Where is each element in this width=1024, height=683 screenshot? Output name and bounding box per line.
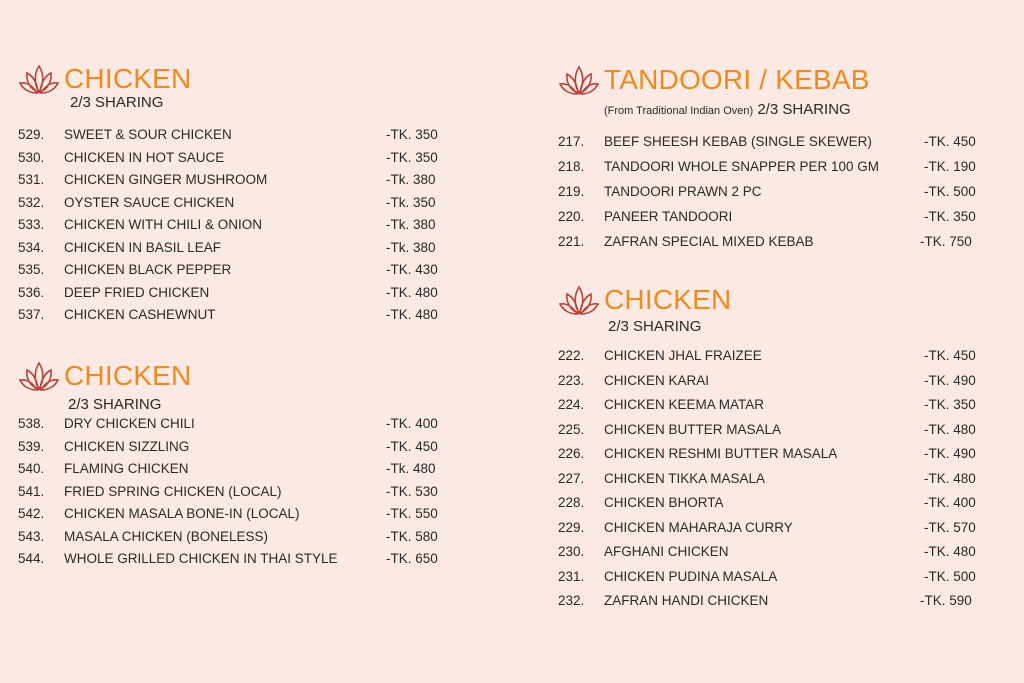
item-price: -Tk. 350 [386,194,436,210]
item-name: CHICKEN IN BASIL LEAF [64,239,222,255]
lotus-icon [18,359,60,393]
item-number: 540. [18,461,45,476]
item-number: 542. [18,506,45,521]
item-price: -TK. 350 [924,397,976,412]
lotus-icon [558,63,600,97]
item-name: MASALA CHICKEN (BONELESS) [64,528,269,544]
item-name: DRY CHICKEN CHILI [64,416,195,431]
item-name: TANDOORI PRAWN 2 PC [604,184,762,199]
item-price: -TK. 750 [920,234,972,249]
section-tandoori-kebab [558,63,998,249]
item-name: CHICKEN BLACK PEPPER [64,262,232,277]
item-number: 220. [558,209,585,224]
item-number: 228. [558,495,585,510]
item-price: -TK. 480 [386,284,438,300]
section-subtitle: 2/3 SHARING [608,318,702,335]
item-number: 538. [18,416,45,431]
item-number: 541. [18,483,45,499]
item-price: -TK. 570 [924,519,976,535]
item-name: PANEER TANDOORI [604,209,733,224]
item-name: ZAFRAN HANDI CHICKEN [604,593,769,608]
item-price: -TK. 350 [386,127,438,142]
item-number: 221. [558,234,585,249]
item-number: 229. [558,519,585,535]
item-name: CHICKEN KEEMA MATAR [604,397,765,412]
item-name: WHOLE GRILLED CHICKEN IN THAI STYLE [64,551,338,566]
item-name: CHICKEN RESHMI BUTTER MASALA [604,446,838,461]
item-price: -TK. 590 [920,593,972,608]
item-number: 535. [18,262,45,277]
item-number: 543. [18,528,45,544]
section-subtitle-note: (From Traditional Indian Oven) [604,105,754,117]
section-chicken-2 [18,359,458,566]
item-price: -TK. 480 [924,470,976,486]
section-header [558,283,998,319]
item-price: -TK. 490 [924,372,976,388]
section-chicken-1 [18,62,458,322]
item-price: -TK. 480 [924,544,976,559]
section-header [18,359,458,395]
item-name: CHICKEN PUDINA MASALA [604,568,778,584]
item-name: CHICKEN MASALA BONE-IN (LOCAL) [64,506,300,521]
item-number: 225. [558,421,585,437]
item-number: 222. [558,348,585,363]
section-title: CHICKEN [64,360,192,391]
item-price: -Tk. 380 [386,172,436,187]
item-number: 226. [558,446,585,461]
item-name: CHICKEN BUTTER MASALA [604,421,782,437]
item-price: -TK. 350 [924,209,976,224]
item-price: -TK. 500 [924,568,976,584]
item-price: -TK. 550 [386,506,438,521]
item-name: CHICKEN SIZZLING [64,438,190,454]
lotus-icon [558,283,600,317]
item-price: -TK. 400 [386,416,438,431]
item-price: -TK. 480 [924,421,976,437]
item-number: 227. [558,470,585,486]
section-header [558,63,998,99]
item-name: CHICKEN GINGER MUSHROOM [64,172,268,187]
item-name: OYSTER SAUCE CHICKEN [64,194,235,210]
item-price: -TK. 400 [924,495,976,510]
item-price: -Tk. 480 [386,461,436,476]
section-chicken-3 [558,283,998,608]
item-name: BEEF SHEESH KEBAB (SINGLE SKEWER) [604,134,872,149]
section-title: TANDOORI / KEBAB [604,64,870,95]
item-name: SWEET & SOUR CHICKEN [64,127,232,142]
item-price: -Tk. 380 [386,217,436,232]
item-price: -TK. 580 [386,528,438,544]
item-name: ZAFRAN SPECIAL MIXED KEBAB [604,234,814,249]
item-number: 539. [18,438,45,454]
item-number: 531. [18,172,45,187]
item-name: AFGHANI CHICKEN [604,544,729,559]
item-name: CHICKEN MAHARAJA CURRY [604,519,793,535]
item-number: 534. [18,239,45,255]
item-price: -TK. 450 [924,348,976,363]
section-subtitle-sharing: 2/3 SHARING [757,101,851,118]
section-header [18,62,458,98]
item-name: FLAMING CHICKEN [64,461,189,476]
item-number: 218. [558,159,585,174]
item-name: DEEP FRIED CHICKEN [64,284,210,300]
item-number: 533. [18,217,45,232]
section-title: CHICKEN [64,63,192,94]
section-title: CHICKEN [604,284,732,315]
item-price: -TK. 530 [386,483,438,499]
section-subtitle [604,101,1024,120]
item-name: CHICKEN JHAL FRAIZEE [604,348,762,363]
item-price: -TK. 500 [924,184,976,199]
item-number: 530. [18,149,45,165]
item-price: -TK. 350 [386,149,438,165]
item-name: FRIED SPRING CHICKEN (LOCAL) [64,483,282,499]
item-price: -TK. 490 [924,446,976,461]
item-price: -TK. 450 [386,438,438,454]
item-name: CHICKEN BHORTA [604,495,724,510]
item-price: -TK. 650 [386,551,438,566]
item-number: 536. [18,284,45,300]
item-number: 219. [558,184,585,199]
item-number: 231. [558,568,585,584]
item-price: -Tk. 380 [386,239,436,255]
item-number: 529. [18,127,45,142]
item-number: 232. [558,593,585,608]
lotus-icon [18,62,60,96]
section-subtitle: 2/3 SHARING [68,396,162,413]
item-number: 544. [18,551,45,566]
item-number: 532. [18,194,45,210]
section-subtitle: 2/3 SHARING [70,94,164,111]
item-price: -TK. 480 [386,307,438,322]
item-name: TANDOORI WHOLE SNAPPER PER 100 GM [604,159,880,174]
item-number: 224. [558,397,585,412]
item-number: 223. [558,372,585,388]
item-name: CHICKEN WITH CHILI & ONION [64,217,263,232]
item-name: CHICKEN IN HOT SAUCE [64,149,225,165]
item-name: CHICKEN TIKKA MASALA [604,470,766,486]
item-number: 537. [18,307,45,322]
item-price: -TK. 450 [924,134,976,149]
item-price: -TK. 430 [386,262,438,277]
item-price: -TK. 190 [924,159,976,174]
item-number: 230. [558,544,585,559]
item-name: CHICKEN KARAI [604,372,710,388]
item-number: 217. [558,134,585,149]
item-name: CHICKEN CASHEWNUT [64,307,216,322]
